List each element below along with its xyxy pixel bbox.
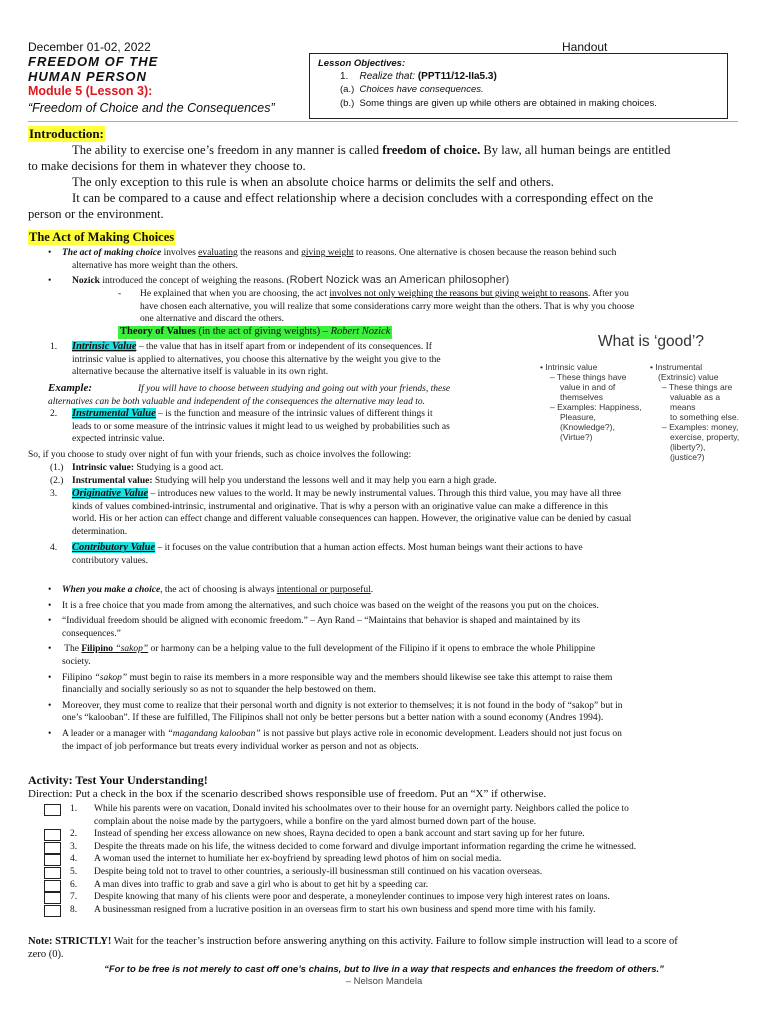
act-b1-italic: The act of making choice bbox=[62, 248, 162, 258]
answer-checkbox[interactable] bbox=[44, 880, 61, 892]
figure-left-sub1c: themselves bbox=[560, 392, 603, 402]
bullet-dot: • bbox=[48, 248, 52, 258]
answer-checkbox[interactable] bbox=[44, 829, 61, 841]
value-1-line3: alternative because the alternative itself is valuable in its own right. bbox=[72, 367, 329, 378]
value-1-line2: intrinsic value is applied to alternatives, you choose this alternative by the weight you give to the bbox=[72, 354, 441, 365]
act-d1b: . After you bbox=[587, 289, 629, 299]
choice-bullet-2: • It is a free choice that you made from among the alternatives, and such choice was based on the weight of the reasons you put on the choices. bbox=[48, 600, 599, 611]
what-is-good-figure bbox=[530, 327, 740, 462]
objective-a-label: (a.) bbox=[340, 84, 355, 95]
figure-right-sub1b: valuable as a means bbox=[670, 392, 721, 412]
quote-author: – Nelson Mandela bbox=[345, 976, 423, 987]
objective-a bbox=[340, 84, 484, 95]
activity-item bbox=[44, 866, 744, 879]
activity-item-text: A businessman resigned from a lucrative position in an overseas firm to start his own business and spend more time with his family. bbox=[94, 904, 596, 915]
example-line2: alternatives can be both valuable and independent of the consequences the alternative may lead to. bbox=[48, 396, 425, 407]
value-2-text: – is the function and measure of the intrinsic values of different things it bbox=[155, 409, 433, 419]
intro-p2-text: The only exception to this rule is when an absolute choice harms or delimits the self and others. bbox=[72, 175, 554, 189]
choice-bullet-3: • “Individual freedom should be aligned with economic freedom.” – Ayn Rand – “Maintains that behavior is shaped and maintained by its consequences.” bbox=[48, 616, 581, 639]
answer-checkbox[interactable] bbox=[44, 854, 61, 866]
course-title-line2: HUMAN PERSON bbox=[28, 69, 147, 84]
summary-1-bold: Intrinsic value: bbox=[72, 463, 135, 473]
activity-item-num: 2. bbox=[70, 829, 78, 840]
act-d3: one alternative and discard the others. bbox=[140, 314, 285, 325]
value-4-line2: contributory values. bbox=[72, 555, 148, 566]
value-3-num: 3. bbox=[50, 489, 58, 499]
summary-2-num: (2.) bbox=[50, 476, 64, 486]
value-2 bbox=[50, 408, 530, 446]
objective-b-label: (b.) bbox=[340, 98, 355, 109]
value-1-num: 1. bbox=[50, 342, 58, 352]
theory-heading bbox=[118, 326, 392, 339]
act-b2-bold: Nozick bbox=[72, 276, 100, 286]
value-3-line3: world. His or her action can effect change and different valuable consequences can happen. However, the originative value can be denied by casual bbox=[72, 514, 632, 525]
activity-item-num: 6. bbox=[70, 879, 78, 890]
act-d1a: He explained that when you are choosing, the act bbox=[140, 289, 330, 299]
activity-item-cont: complain about the noise made by the partygoers, while a bonfire on the yard almost burned down part of the house. bbox=[94, 816, 537, 827]
intro-p1 bbox=[28, 142, 740, 158]
intro-p3-text: It can be compared to a cause and effect relationship where a decision concludes with a corresponding effect on the bbox=[72, 191, 654, 205]
figure-left-sub1b: value in and of bbox=[560, 382, 616, 392]
activity-item-num: 7. bbox=[70, 892, 78, 903]
figure-left-sub2: – Examples: Happiness, bbox=[550, 402, 642, 412]
lesson-title: “Freedom of Choice and the Consequences” bbox=[28, 101, 275, 115]
figure-right-sub2b: exercise, property, bbox=[670, 432, 740, 442]
act-b1-u1: evaluating bbox=[198, 248, 238, 258]
value-4-label: Contributory Value bbox=[72, 542, 156, 553]
value-1-text: – the value that has in itself apart from or independent of its consequences. If bbox=[136, 342, 432, 352]
note-text: Wait for the teacher’s instruction before answering anything on this activity. Failure to follow simple instruction will lead to a score of bbox=[111, 936, 678, 947]
objective-1 bbox=[340, 71, 497, 82]
activity-item bbox=[44, 891, 744, 904]
act-b1-t2: the reasons and bbox=[237, 248, 302, 258]
act-bullet-1 bbox=[48, 247, 738, 272]
choice-bullet-6: • Moreover, they must come to realize that their personal worth and dignity is not exterior to themselves; it is not found in the body of “sakop” but in one’s “kalooban”. If these are fulfilled, The Filipinos shall not only be better persons but a better nation with a sound economy (Andres 1994). bbox=[48, 700, 623, 724]
activity-item bbox=[44, 879, 744, 892]
activity-heading: Activity: Test Your Understanding! bbox=[28, 773, 208, 787]
module-label: Module 5 (Lesson 3): bbox=[28, 84, 153, 98]
figure-right-head: • Instrumental bbox=[650, 362, 703, 372]
act-d2: have chosen each alternative, you will realize that some considerations carry more weight than the others. That is why you choose bbox=[140, 301, 635, 312]
activity-item-text: Despite being told not to travel to other countries, a seriously-ill businessman still continued on his vacation overseas. bbox=[94, 866, 543, 877]
figure-right-head2: (Extrinsic) value bbox=[658, 372, 719, 382]
objective-a-text: Choices have consequences. bbox=[359, 84, 484, 95]
summary-2-bold: Instrumental value: bbox=[72, 476, 153, 486]
note-line2: zero (0). bbox=[28, 949, 64, 960]
value-2-line3: expected intrinsic value. bbox=[72, 434, 165, 445]
summary-1 bbox=[50, 462, 223, 475]
dash-marker: - bbox=[118, 289, 122, 299]
answer-checkbox[interactable] bbox=[44, 842, 61, 854]
so-line: So, if you choose to study over night of fun with your friends, such as choice involves the following: bbox=[28, 450, 412, 460]
header-divider bbox=[28, 121, 738, 122]
example-label: Example: bbox=[48, 382, 92, 394]
act-b1-line2: alternative has more weight than the others. bbox=[72, 260, 238, 271]
activity-item bbox=[44, 803, 744, 828]
figure-title: What is ‘good’? bbox=[598, 333, 704, 350]
theory-bold: Theory of Values bbox=[120, 326, 196, 337]
intro-body bbox=[28, 142, 740, 222]
objective-b bbox=[340, 98, 657, 109]
activity-item-num: 3. bbox=[70, 841, 78, 852]
intro-p1-bold: freedom of choice. bbox=[382, 143, 481, 157]
choice-bullet-1: • When you make a choice, the act of choosing is always intentional or purposeful. bbox=[48, 585, 374, 595]
intro-p2 bbox=[28, 174, 740, 190]
doc-type: Handout bbox=[562, 40, 608, 54]
activity-item-num: 8. bbox=[70, 904, 78, 915]
answer-checkbox[interactable] bbox=[44, 804, 61, 816]
activity-direction: Direction: Put a check in the box if the scenario described shows responsible use of freedom. Put an “X” if otherwise. bbox=[28, 788, 547, 800]
intro-p3-line2: person or the environment. bbox=[28, 207, 164, 221]
activity-list bbox=[44, 803, 744, 916]
value-3-line2: kinds of values combined-intrinsic, instrumental and originative. That is why a person with an originative value can make a difference in this bbox=[72, 501, 608, 512]
activity-item bbox=[44, 904, 744, 917]
activity-item-text: Despite the threats made on his life, the witness decided to come forward and divulge important information regarding the crime he witnessed. bbox=[94, 841, 637, 852]
figure-right-sub2c: (liberty?), (justice?) bbox=[670, 442, 706, 462]
activity-item bbox=[44, 828, 744, 841]
choice-bullets bbox=[48, 584, 740, 753]
value-4-num: 4. bbox=[50, 543, 58, 553]
value-3-line4: determination. bbox=[72, 526, 128, 537]
value-1-label: Intrinsic Value bbox=[72, 341, 137, 352]
act-heading: The Act of Making Choices bbox=[29, 230, 175, 244]
intro-heading: Introduction: bbox=[29, 126, 104, 141]
activity-item bbox=[44, 853, 744, 866]
course-title-line1: FREEDOM OF THE bbox=[28, 54, 159, 69]
figure-left-sub2c: (Knowledge?), bbox=[560, 422, 615, 432]
activity-item-text: Instead of spending her excess allowance on new shoes, Rayna decided to open a bank account and start saving up for her future. bbox=[94, 829, 585, 840]
intro-p1-after: By law, all human beings are entitled bbox=[480, 143, 671, 157]
act-b1-t3: to reasons. One alternative is chosen because the reason behind such bbox=[353, 248, 617, 258]
activity-item-num: 1. bbox=[70, 804, 78, 814]
intro-p3 bbox=[28, 190, 740, 206]
choice-bullet-4: • The Filipino “sakop” or harmony can be a helping value to the full development of the Filipino if it opens to embrace the whole Philippine society. bbox=[48, 644, 596, 667]
activity-item-num: 5. bbox=[70, 866, 78, 877]
summary-1-text: Studying is a good act. bbox=[134, 463, 224, 473]
value-3-label: Originative Value bbox=[72, 488, 149, 499]
value-4-text: – it focuses on the value contribution that a human action effects. Most human beings want their actions to have bbox=[155, 543, 583, 553]
summary-2 bbox=[50, 475, 497, 488]
value-2-num: 2. bbox=[50, 409, 58, 419]
closing-quote: “For to be free is not merely to cast off one’s chains, but to live in a way that respects and enhances the freedom of others.” bbox=[104, 964, 664, 975]
value-3 bbox=[50, 488, 740, 538]
value-1 bbox=[50, 341, 520, 379]
objectives-heading: Lesson Objectives: bbox=[318, 58, 406, 69]
theory-rest: (in the act of giving weights) – bbox=[195, 326, 331, 337]
figure-right-sub1: – These things are bbox=[662, 382, 733, 392]
date: December 01-02, 2022 bbox=[28, 40, 151, 54]
intro-p1-line2: to make decisions for them in whatever they choose to. bbox=[28, 159, 306, 173]
note bbox=[28, 935, 740, 961]
act-b1-u2: giving weight bbox=[301, 248, 354, 258]
activity-item-text: A woman used the internet to humiliate her ex-boyfriend by spreading lewd photos of him on social media. bbox=[94, 854, 502, 865]
summary-1-num: (1.) bbox=[50, 463, 64, 473]
value-4 bbox=[50, 542, 740, 567]
example-line1: If you will have to choose between studying and going out with your friends, these bbox=[138, 384, 451, 394]
choice-bullet-7: • A leader or a manager with “magandang kalooban” is not passive but plays active role in economic development. Leaders should not just focus on the impact of job performance but treats every individual worker as person and not as objects. bbox=[48, 728, 622, 752]
figure-left-sub2b: Pleasure, bbox=[560, 412, 596, 422]
act-b2-sans: Robert Nozick bbox=[289, 274, 359, 286]
figure-right-sub2: – Examples: money, bbox=[662, 422, 739, 432]
activity-item-text: While his parents were on vacation, Donald invited his schoolmates over to their house for an overnight party. Neighbors called the police to bbox=[94, 804, 629, 814]
intro-p1-before: The ability to exercise one’s freedom in any manner is called bbox=[72, 143, 383, 157]
objectives-box bbox=[309, 53, 728, 119]
figure-left-head: • Intrinsic value bbox=[540, 362, 598, 372]
activity-item bbox=[44, 841, 744, 854]
objective-1-text: Realize that: bbox=[359, 71, 416, 82]
figure-right-sub1c: to something else. bbox=[670, 412, 739, 422]
objective-b-text: Some things are given up while others are obtained in making choices. bbox=[359, 98, 657, 109]
summary-2-text: Studying will help you understand the lessons well and it may help you earn a high grade. bbox=[152, 476, 497, 486]
objective-1-code: (PPT11/12-IIa5.3) bbox=[417, 71, 497, 82]
act-b1-t1: involves bbox=[161, 248, 199, 258]
answer-checkbox[interactable] bbox=[44, 867, 61, 879]
bullet-dot: • bbox=[48, 276, 52, 286]
act-d1u: involves not only weighing the reasons but giving weight to reasons bbox=[329, 289, 588, 299]
example-block bbox=[48, 382, 528, 408]
act-b2-sans2: was an American philosopher) bbox=[358, 274, 510, 286]
act-b2-text: introduced the concept of weighing the reasons. ( bbox=[99, 276, 290, 286]
answer-checkbox[interactable] bbox=[44, 892, 61, 904]
note-bold: Note: STRICTLY! bbox=[28, 936, 112, 947]
activity-item-text: A man dives into traffic to grab and save a girl who is about to get hit by a speeding car. bbox=[94, 879, 429, 890]
activity-item-num: 4. bbox=[70, 854, 78, 865]
answer-checkbox[interactable] bbox=[44, 905, 61, 917]
figure-left-sub1: – These things have bbox=[550, 372, 627, 382]
choice-bullet-5: • Filipino “sakop” must begin to raise its members in a more responsible way and the members should likewise see take this attempt to raise them financially and socially seriously so as not to squander the help bestowed on them. bbox=[48, 672, 613, 696]
objective-1-num: 1. bbox=[340, 71, 349, 82]
act-bullet-2 bbox=[48, 274, 738, 288]
act-dash-item bbox=[118, 288, 740, 326]
theory-author: Robert Nozick bbox=[330, 326, 391, 337]
activity-item-text: Despite knowing that many of his clients were poor and desperate, a moneylender continues to impose very high interest rates on loans. bbox=[94, 892, 610, 903]
value-2-label: Instrumental Value bbox=[72, 408, 156, 419]
figure-left-sub2d: (Virtue?) bbox=[560, 432, 593, 442]
value-3-text: – introduces new values to the world. It may be newly instrumental values. Through this third value, you may have all three bbox=[148, 489, 622, 499]
value-2-line2: leads to or some measure of the intrinsic values it might lead to us weighed by probabilities such as bbox=[72, 421, 450, 432]
